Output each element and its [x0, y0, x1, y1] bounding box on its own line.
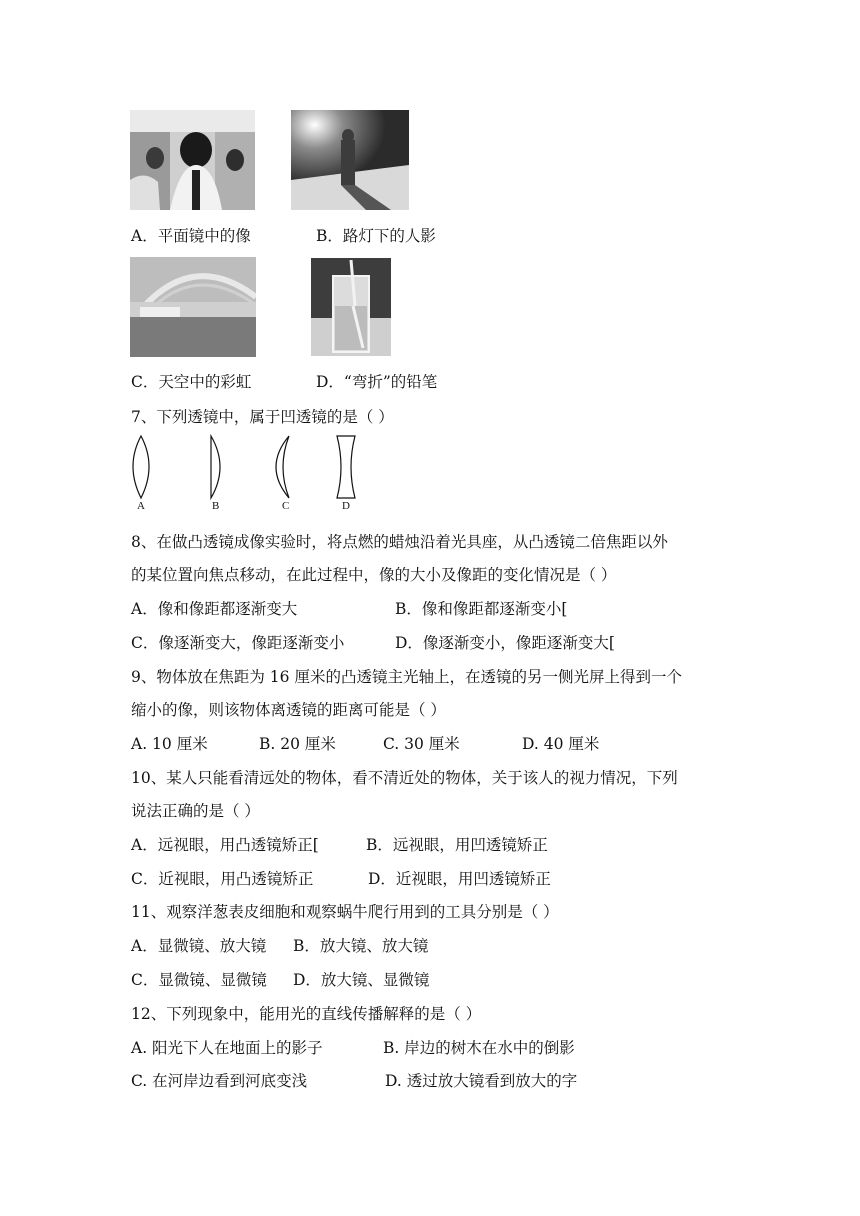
- q6-option-c: C．天空中的彩虹: [131, 373, 252, 391]
- mirror-photo: [130, 110, 255, 210]
- q6-option-d: D．“弯折”的铅笔: [316, 373, 438, 391]
- q6-option-a: A．平面镜中的像: [131, 227, 251, 245]
- q11-option-a: A．显微镜、放大镜: [131, 937, 267, 955]
- q9-option-a: A. 10 厘米: [131, 735, 208, 753]
- lens-a-biconvex: [133, 436, 149, 498]
- q10-stem-line1: 10、某人只能看清远处的物体，看不清近处的物体，关于该人的视力情况，下列: [131, 769, 678, 787]
- q9-option-d: D. 40 厘米: [522, 735, 600, 753]
- q6-option-b: B．路灯下的人影: [316, 227, 436, 245]
- lens-label-a: A: [137, 500, 145, 512]
- lens-c-meniscus: [276, 436, 289, 498]
- streetlamp-shadow-photo: [291, 110, 409, 210]
- q12-option-d: D. 透过放大镜看到放大的字: [385, 1072, 578, 1090]
- rainbow-photo: [130, 257, 256, 357]
- q11-option-c: C．显微镜、显微镜: [131, 971, 267, 989]
- q12-option-a: A. 阳光下人在地面上的影子: [131, 1039, 323, 1057]
- lens-b-planoconvex: [211, 436, 220, 498]
- q9-option-b: B. 20 厘米: [259, 735, 336, 753]
- q9-stem-line2: 缩小的像，则该物体离透镜的距离可能是（ ）: [131, 701, 446, 719]
- lens-label-d: D: [342, 500, 350, 512]
- q12-option-c: C. 在河岸边看到河底变浅: [131, 1072, 308, 1090]
- q9-stem-line1: 9、物体放在焦距为 16 厘米的凸透镜主光轴上，在透镜的另一侧光屏上得到一个: [131, 668, 682, 686]
- q9-option-c: C. 30 厘米: [383, 735, 460, 753]
- q8-stem-line2: 的某位置向焦点移动，在此过程中，像的大小及像距的变化情况是（ ）: [131, 566, 617, 584]
- lens-d-biconcave: [337, 436, 355, 498]
- q8-option-c: C．像逐渐变大，像距逐渐变小: [131, 634, 345, 652]
- q10-option-b: B．远视眼，用凹透镜矫正: [366, 836, 548, 854]
- q10-stem-line2: 说法正确的是（ ）: [131, 802, 260, 820]
- q12-option-b: B. 岸边的树木在水中的倒影: [383, 1039, 575, 1057]
- q12-stem: 12、下列现象中，能用光的直线传播解释的是（ ）: [131, 1005, 482, 1023]
- lens-label-c: C: [282, 500, 290, 512]
- q7-stem: 7、下列透镜中，属于凹透镜的是（ ）: [131, 408, 394, 426]
- lens-diagram: [125, 434, 365, 504]
- bent-pencil-photo: [311, 258, 391, 356]
- q10-option-a: A．远视眼，用凸透镜矫正[: [131, 836, 319, 854]
- q11-option-d: D．放大镜、显微镜: [293, 971, 430, 989]
- q10-option-c: C．近视眼，用凸透镜矫正: [131, 870, 314, 888]
- q11-stem: 11、观察洋葱表皮细胞和观察蜗牛爬行用到的工具分别是（ ）: [131, 903, 559, 921]
- q10-option-d: D．近视眼，用凹透镜矫正: [368, 870, 551, 888]
- q8-option-a: A．像和像距都逐渐变大: [131, 600, 298, 618]
- q8-option-b: B．像和像距都逐渐变小[: [395, 600, 568, 618]
- lens-label-b: B: [212, 500, 220, 512]
- q11-option-b: B．放大镜、放大镜: [293, 937, 429, 955]
- q8-stem-line1: 8、在做凸透镜成像实验时，将点燃的蜡烛沿着光具座，从凸透镜二倍焦距以外: [131, 533, 668, 551]
- q8-option-d: D．像逐渐变小，像距逐渐变大[: [395, 634, 615, 652]
